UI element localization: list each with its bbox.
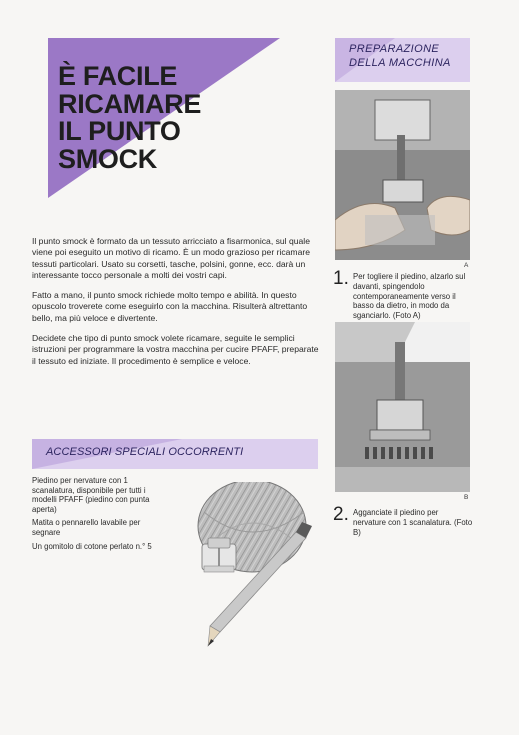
accessories-list <box>32 476 160 555</box>
step-text: Agganciate il piedino per nervature con 1 scanalatura. (Foto B) <box>353 508 473 537</box>
accessories-heading: ACCESSORI SPECIALI OCCORRENTI <box>46 446 244 458</box>
preparation-heading-line: PREPARAZIONE <box>349 43 440 55</box>
title-line: RICAMARE <box>58 88 202 119</box>
accessories-photo <box>180 482 320 650</box>
preparation-heading-line: DELLA MACCHINA <box>349 57 451 69</box>
preparation-heading <box>349 42 451 70</box>
step-number: 1. <box>333 268 349 289</box>
accessory-item: Piedino per nervature con 1 scanalatura, disponibile per tutti i modelli PFAFF (piedino con punta aperta) <box>32 476 150 514</box>
step-2 <box>333 504 473 537</box>
step-text: Per togliere il piedino, alzarlo sul davanti, spingendolo contemporaneamente verso il basso da dietro, in modo da sganciarlo. (Foto A) <box>353 272 466 321</box>
intro-paragraph: Il punto smock è formato da un tessuto arricciato a fisarmonica, sul quale viene poi eseguito un motivo di ricamo. È un modo grazioso per ricamare tessuti particolari. Usato su corsetti, tasche, polsini, gonne, ecc. darà un interessante tocco personale a molti dei vostri capi. <box>32 236 311 280</box>
accessory-item: Matita o pennarello lavabile per segnare <box>32 518 141 537</box>
title-line: È FACILE <box>58 61 178 91</box>
intro-paragraph: Fatto a mano, il punto smock richiede molto tempo e abilità. In questo opuscolo troverete come eseguirlo con la macchina. Risulterà altrettanto bello, ma più veloce e divertente. <box>32 290 308 323</box>
intro-text <box>32 236 322 376</box>
step-number: 2. <box>333 504 349 525</box>
photo-b-grooved-presser-foot <box>335 322 470 492</box>
photo-a-label: A <box>464 262 469 269</box>
accessory-item: Un gomitolo di cotone perlato n.° 5 <box>32 541 152 551</box>
title-line: SMOCK <box>58 143 157 174</box>
title-line: IL PUNTO <box>58 116 181 146</box>
step-1 <box>333 268 473 321</box>
photo-b-label: B <box>464 494 469 501</box>
intro-paragraph: Decidete che tipo di punto smock volete ricamare, seguite le semplici istruzioni per programmare la vostra macchina per cucire PFAFF, preparate il tessuto ed iniziate. Il procedimento è semplice e veloce. <box>32 333 319 366</box>
page-title <box>58 63 258 173</box>
photo-a-sewing-machine-foot-removal <box>335 90 470 260</box>
